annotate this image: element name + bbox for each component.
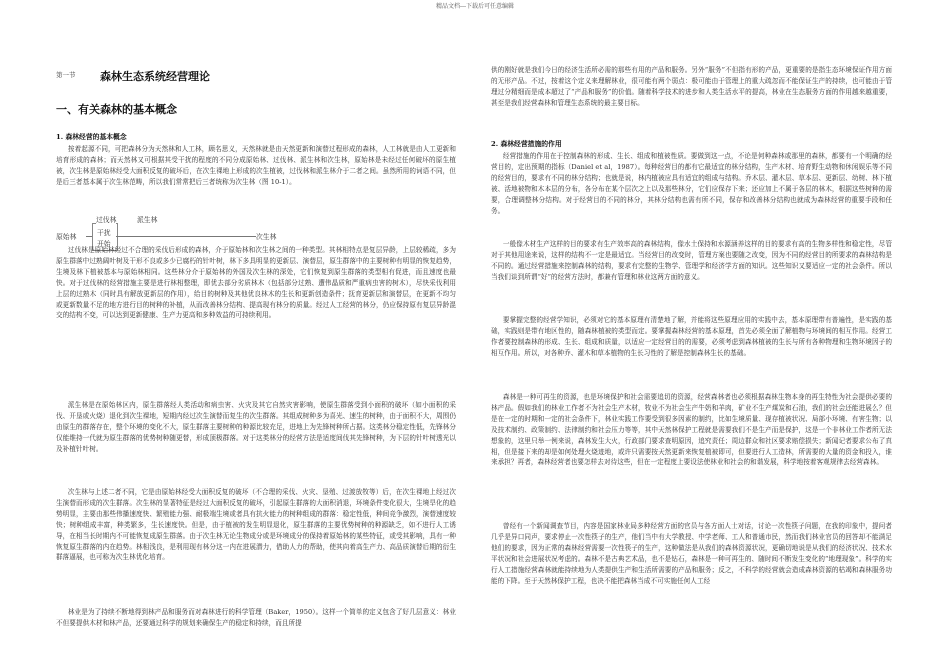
diagram-line-out (116, 236, 256, 237)
heading-basic-concepts: 一、有关森林的基本概念 (56, 103, 177, 116)
diagram-label-secondary: 次生林 (256, 233, 277, 241)
paragraph-products-services: 供的刚好就是我们今日的经济生活所必需的那些有用的产品和服务。另外“服务”不但指有形的产品，更重要的是指生态环境保证作用方面的无形产品。不过，按着这个定义来理解林业，很可能有两个弱点：极可能由于管理上的重大疏忽而不能保证生产的持续，也可能由于管理过分精细而是成本超过了“产品和服务”的价值。随着科学技术的进步和人类生活水平的提高，林业在生态服务方面的作用越来越重要，甚至是我们经营森林和管理生态系统的最主要目标。 (491, 66, 892, 107)
paragraph-structure-purpose: 一般像木材生产这样的目的要求有生产效率高的森林结构，像水土保持和水源涵养这样的目的要求有高的生物多样性和稳定性，尽管对于其他用途来说，这样的结构不一定是最适宜。当经营目的改变时，管理方案也要随之改变，因为不同的经营目的所要求的森林结构是不同的。通过经营措施来控制森林的结构，要求有完整的生物学、管理学和经济学方面的知识。这些知识又要适应一定的社会条件。所以当我们谈到所谓“好”的经营方法时，都兼有管理和林业这两方面的意义。 (491, 240, 892, 281)
paragraph-secondary-forest: 次生林与上述二者不同，它是由原始林经受大面积反复的破坏（不合理的采伐、火灾、垦殖、过渡放牧等）后，在次生裸地上经过次生演替而形成的次生群落。次生林的显著特征是经过大面积反复的破坏，引起原生群落的大面积消退，环境条件变化很大，生境旱化的趋势明显，主要由那些伟播速度快、繁殖能力强、耐极端生境或者具有抗火能力的树种组成的群落：稳定性低，种间竞争激烈，演替速度较快；树种组成丰富，种类繁多，生长速度快。但是，由于植被的发生明显退化，原生群落的主要优势树种的种源缺乏，如不进行人工诱导，在相当长时期内不可能恢复成原生群落。由于次生林无论生物成分或是环境成分的保持着原始林的某些特征，或受其影响，具有一种恢复原生群落的内在趋势。林相浅良，是利用现有林分这一内在进展潜力，借助人力的帮助，使其向着高生产力、高品质演替后期的衍生群落逼展，也可称为次生林优化培育。 (56, 488, 456, 562)
diagram-label-overcut: 过伐林 (96, 216, 117, 224)
paragraph-measures-role: 经营措施的作用在于控制森林的形成、生长、组成和植被性质。要做到这一点，不论是何种森林或那里的森林，都要有一个明确的经营目的，定出预期的指标（Daniel et al，1987）。每种经营目的都有它最适宜的林分结构，生产木材、培育野生动物和休闲娱乐等不同的经营目的，要求有不同的林分结构；也就是说，林内植被应具有适宜的组成与结构。乔木层、灌木层、草本层、更新层、幼树、林下植被、活地被物和木本层的分布，各分布在某个层次之上以及那些林分，它们应保存下来；还应加上不属于各层的林木，根据这些树种的需要，合理调整林分结构。对于经营目的不同的林分，其林分结构也需有所不同，保存和改善林分结构也就成为森林经营的重要手段和任务。 (491, 152, 892, 215)
page-header: 精品文档---下载后可任意编辑 (435, 3, 515, 10)
diagram-label-primary: 原始林 (56, 233, 77, 241)
paragraph-forestry-definition: 林业是为了持续不断地得到林产品和服务而对森林进行的科学管理（Baker，1950）。这样一个简单的定义包含了好几层意义：林业不但要提供木材和林产品，还要通过科学的规划来确保生产的稳定和持续，而且所提 (56, 608, 456, 627)
section-title: 森林生态系统经营理论 (100, 70, 210, 83)
subheading-management-measures: 2. 森林经营措施的作用 (491, 140, 562, 148)
paragraph-overcut-forest: 过伐林是原始林经过不合理的采伐后形成的森林，介于原始林和次生林之间的一种类型。其林相特点是复层异龄，上层较稀疏，多为原生群落中过熟阔叶树及干形不良或多少已腐朽的针叶树，林下多具明显的更新层、演替层，原生群落中的主要树种有明显的恢复趋势，生境及林下植被基本与原始林相同。这些林分介于原始林的外国及次生林的深处，它们恢复到原生群落的类型相有促进，而且速度也最快。对于过伐林的经营措施主要是进行林相整理，即优去部分劣质林木（包括部分过熟、遭伟晶质和严重病虫害的树木），尽快采伐利用上层的过熟木（同时具有解放更新层的作用），给目的树种及其他优良林木的生长和更新创造条件；抚育更新层和演替层，在更新不均匀或更新数量不足的地方进行目的树种的补植，从而改善林分结构、提高现有林分的质量。经过人工经营的林分，仍应保持原有复层异龄混交的结构不变，可以达到更新健康、生产力更高和多种效益的可持续利用。 (56, 246, 456, 320)
paragraph-origin: 按着起源不同，可把森林分为天然林和人工林，顾名思义，天然林就是由天然更新和演替过程形成的森林，人工林就是由人工更新和培育形成的森林；而天然林又可根据其受干扰的程度的不同分成原始林、过伐林、派生林和次生林，原始林是未经过任何破坏的原生植被，次生林是原始林经受大面积反复的破坏后，在次生裸地上形成的次生植被，过伐林和派生林介于二者之间。虽然所用的词语不同，但是后三者基本属于次生林范畴，所以我们常常把后三者统称为次生林（图 10-1）。 (56, 145, 456, 186)
paragraph-chopsticks-debate: 曾经有一个新闻调查节目，内容是国家林业局多种经营方面的官员与各方面人士对话，讨论一次性筷子问题，在我的印象中，提问者几乎是异口同声，要求停止一次性筷子的生产，他们当中有大学教授、中学老师、工人和普通市民，然而我们林业官员的回答却不能满足他们的要求，因为正常的森林经营需要一次性筷子的生产，这种做法是从我们的森林资源状况，更确切地说是从我们的经济状况、技术水平状况和社会进展状况考虑的。森林不是古典艺术品，也不是钻石，森林是一种可再生的、随时间不断发生变化的“地理现象”。科学的实行人工措施经营森林就能持续地为人类提供生产和生活所需要的产品和服务；反之，不科学的经营就会造成森林资源的枯竭和森林服务功能的下降。至于天然林保护工程，也决不能把森林当成不可实施任何人工经 (491, 522, 892, 585)
diagram-label-derived: 派生林 (137, 216, 158, 224)
diagram-label-start: 开始 (97, 240, 111, 248)
paragraph-derived-forest: 派生林是在原始林区内，原生群落经人类活动和病虫害、火灾及其它自然灾害影响，使原生群落受到小面积的破坏（如小面积的采伐、开垦或火烧）退化到次生裸地，短期内经过次生演替而复生的次生群落。其组成树种多为喜光、速生的树种，由于面积不大，周围仍由原生的群落存在，整个环境的变化不大，原生群落主要树种的种源比较充足，进地上为先锋树种所占据。这类林分稳定性低，先锋林分仅能维持一代就为原生群落的优势树种随更替，形成顶极群落。对于这类林分的经营方法是适度间伐其先锋树种，为下层的针叶树透光以及补植针叶树。 (56, 401, 456, 453)
paragraph-basic-principles: 要掌握完整的经营学知识，必须对它的基本原理有清楚地了解，并能将这些原理应用的实践中去，基本原理带有普遍性，是实践的基础，实践则是带有地区性的，随森林植被的类型而定。要掌握森林经营的基本原理，首先必须全面了解植物与环境间的相互作用。经营工作者要控制森林的形成、生长、组成和质量，以适应一定经营目的的需要，必须考虑到森林植被的生长与所有各种物理和生物环境因子的相互作用。所以，对各种乔、灌木和草本植物的生长习性的了解是控制森林生长的基础。 (491, 316, 892, 357)
paragraph-renewable-resource: 森林是一种可再生的资源，也是环境保护和社会需要追切的资源，经营森林者也必须根据森林生物本身的再生特性为社会提供必要的林产品。假如我们的林业工作者不为社会生产木材，牧业不为社会生产牛奶和羊肉，矿业不生产煤炭和石油，我们的社会还能进展么？但是在一定的时期和一定的社会条件下，林业实践工作要受到很多因素的制约，比如生境质量、现存植被状况、局部小环境、有害生物；以及技术制约、政策制约、法律制约和社会压力等等，其中天然林保护工程就是需要我们不是生产而是保护，这是一个非林业工作者所无法想象的，这里只举一例来说，森林发生大火，行政部门要求查明原因，追究责任；周边群众和社区要求赔偿损失；新闻记者要求公布了真相，但是接下来的却是如何处理火烧迹地，或许只需要按天然更新来恢复植被即可，但要进行人工造林，所需要的大量的资金和投入，谁来承担？再者，森林经营者也要怎样去对待这些，但在一定程度上要设法使林业和社会的和谐发展，科学地按着客观规律去经营森林。 (491, 393, 892, 467)
diagram-label-disturbance: 干扰 (97, 229, 111, 237)
section-number: 第一节 (56, 71, 76, 79)
subheading-forest-management: 1. 森林经营的基本概念 (56, 133, 127, 141)
